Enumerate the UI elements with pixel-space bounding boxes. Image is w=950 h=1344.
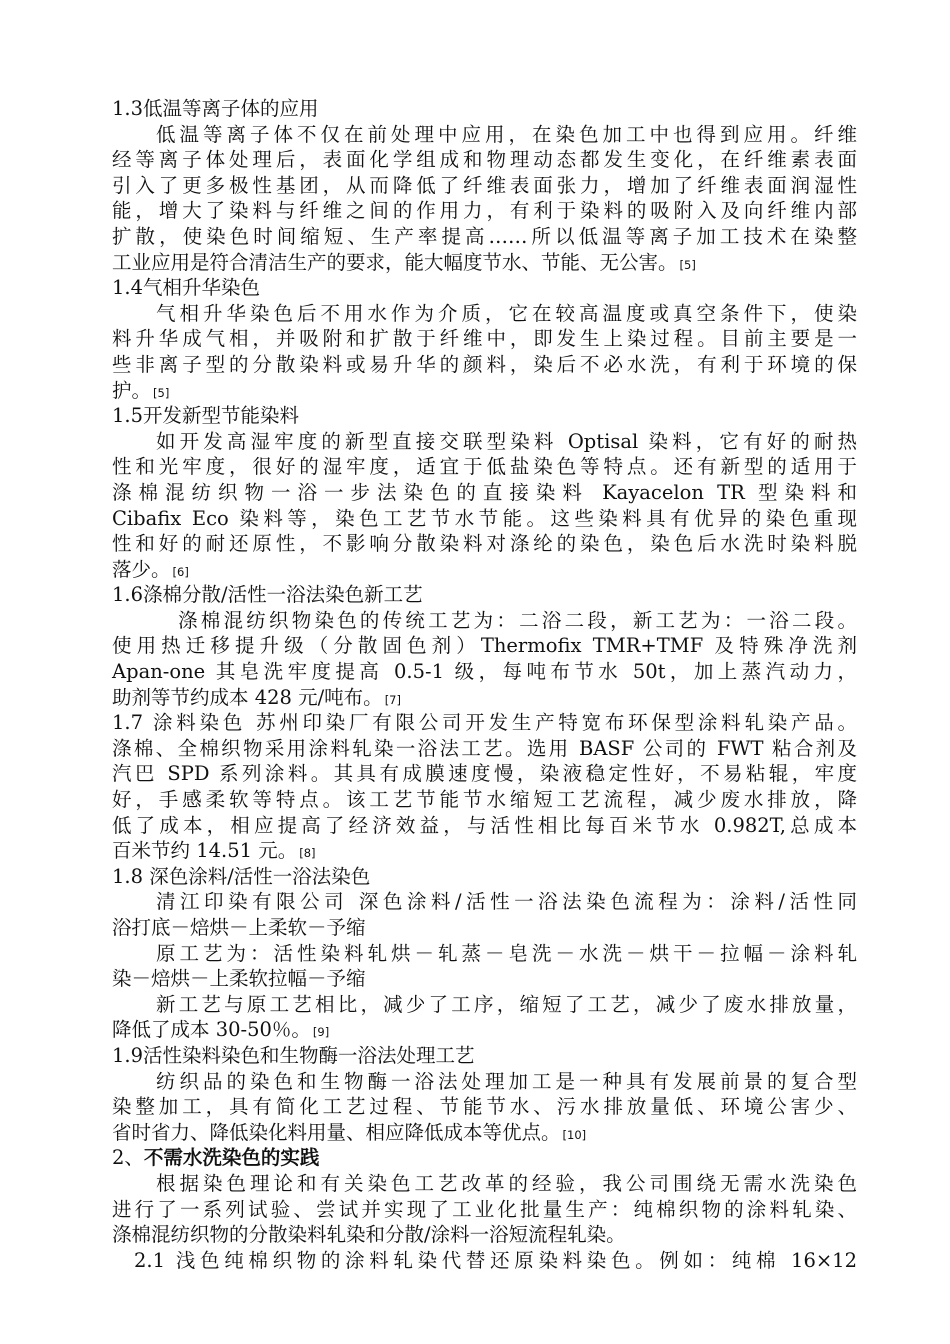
section-heading-1-8: 1.8 深色涂料/活性一浴法染色	[112, 864, 371, 888]
citation-ref: [6]	[172, 564, 189, 579]
paragraph-line: 使用热迁移提升级（分散固色剂）Thermofix TMR+TMF 及特殊净洗剂	[112, 634, 857, 658]
paragraph-line: 料升华成气相，并吸附和扩散于纤维中，即发生上染过程。目前主要是一	[112, 327, 857, 351]
section-heading-1-9: 1.9活性染料染色和生物酶一浴法处理工艺	[112, 1043, 475, 1067]
paragraph-line: 2.1 浅色纯棉织物的涂料轧染代替还原染料染色。例如：纯棉 16×12	[134, 1248, 857, 1272]
heading-text: 不需水洗染色的实践	[143, 1146, 320, 1170]
paragraph-line: 如开发高湿牢度的新型直接交联型染料 Optisal 染料，它有好的耐热	[156, 429, 857, 453]
paragraph-line: 些非离子型的分散染料或易升华的颜料，染后不必水洗，有利于环境的保	[112, 352, 857, 376]
paragraph-line: 性和好的耐还原性，不影响分散染料对涤纶的染色，染色后水洗时染料脱	[112, 532, 857, 556]
citation-ref: [9]	[312, 1025, 330, 1040]
paragraph-line: 纺织品的染色和生物酶一浴法处理加工是一种具有发展前景的复合型	[156, 1069, 857, 1093]
paragraph-line-last	[112, 838, 857, 864]
paragraph-line: 浴打底－焙烘－上柔软－予缩	[112, 916, 366, 939]
paragraph-line: 涤棉混纺织物的分散染料轧染和分散/涂料一浴短流程轧染。	[112, 1223, 626, 1247]
paragraph-line-last	[112, 557, 857, 583]
paragraph-line-last	[112, 250, 857, 276]
section-heading-1-5: 1.5开发新型节能染料	[112, 404, 300, 428]
paragraph-line: 扩散，使染色时间缩短、生产率提高……所以低温等离子加工技术在染整	[112, 224, 857, 248]
citation-ref: [5]	[679, 257, 696, 272]
paragraph-text: 落少。	[112, 557, 171, 581]
citation-ref: [10]	[562, 1127, 587, 1142]
paragraph-line: 新工艺与原工艺相比，减少了工序，缩短了工艺，减少了废水排放量，	[156, 992, 857, 1016]
paragraph-line: 涤棉、全棉织物采用涂料轧染一浴法工艺。选用 BASF 公司的 FWT 粘合剂及	[112, 736, 857, 760]
paragraph-line: 引入了更多极性基团，从而降低了纤维表面张力，增加了纤维表面润湿性	[112, 173, 857, 197]
paragraph-line-last	[112, 1017, 857, 1043]
paragraph-text: 降低了成本 30-50％。	[112, 1018, 311, 1042]
paragraph-line: 性和光牢度，很好的湿牢度，适宜于低盐染色等特点。还有新型的适用于	[112, 455, 857, 479]
citation-ref: [5]	[153, 385, 170, 400]
section-heading-1-6: 1.6涤棉分散/活性一浴法染色新工艺	[112, 583, 423, 607]
paragraph-line: 汽巴 SPD 系列涂料。其具有成膜速度慢，染液稳定性好，不易粘辊，牢度	[112, 762, 857, 786]
paragraph-text: 工业应用是符合清洁生产的要求，能大幅度节水、节能、无公害。	[112, 250, 678, 274]
paragraph-line: 好，手感柔软等特点。该工艺节能节水缩短工艺流程，减少废水排放，降	[112, 788, 857, 812]
document-body	[112, 96, 857, 1273]
paragraph-text: 助剂等节约成本 428 元/吨布。	[112, 685, 383, 709]
paragraph-line: 经等离子体处理后，表面化学组成和物理动态都发生变化，在纤维素表面	[112, 148, 857, 172]
paragraph-line: 低了成本，相应提高了经济效益，与活性相比每百米节水 0.982T,总成本	[112, 813, 857, 837]
citation-ref: [7]	[384, 692, 401, 707]
paragraph-line-last	[112, 378, 857, 404]
paragraph-text: 百米节约 14.51 元。	[112, 839, 298, 863]
paragraph-line: 能，增大了染料与纤维之间的作用力，有利于染料的吸附入及向纤维内部	[112, 199, 857, 223]
paragraph-line-last	[112, 685, 857, 711]
paragraph-text: 护。	[112, 378, 152, 402]
paragraph-line: 染－焙烘－上柔软拉幅－予缩	[112, 967, 366, 991]
paragraph-line: 低温等离子体不仅在前处理中应用，在染色加工中也得到应用。纤维	[156, 122, 857, 146]
heading-number: 2、	[112, 1146, 144, 1170]
paragraph-line: 涤棉混纺织物染色的传统工艺为：二浴二段，新工艺为：一浴二段。	[178, 608, 857, 632]
section-heading-1-3: 1.3低温等离子体的应用	[112, 97, 319, 120]
paragraph-line: 原工艺为：活性染料轧烘－轧蒸－皂洗－水洗－烘干－拉幅－涂料轧	[156, 941, 857, 965]
paragraph-line-last	[112, 1120, 857, 1146]
paragraph-line: Cibafix Eco 染料等，染色工艺节水节能。这些染料具有优异的染色重现	[112, 506, 857, 530]
paragraph-line: 气相升华染色后不用水作为介质，它在较高温度或真空条件下，使染	[156, 301, 857, 325]
paragraph-text: 省时省力、降低染化料用量、相应降低成本等优点。	[112, 1120, 561, 1144]
paragraph-line: 涤棉混纺织物一浴一步法染色的直接染料 Kayacelon TR 型染料和	[112, 480, 857, 504]
paragraph-line: 根据染色理论和有关染色工艺改革的经验，我公司围绕无需水洗染色	[156, 1171, 857, 1195]
paragraph-line: 清江印染有限公司 深色涂料/活性一浴法染色流程为：涂料/活性同	[156, 890, 857, 914]
section-heading-2	[112, 1145, 857, 1171]
citation-ref: [8]	[299, 846, 316, 861]
paragraph-line: 1.7 涂料染色 苏州印染厂有限公司开发生产特宽布环保型涂料轧染产品。	[112, 711, 857, 735]
paragraph-line: 进行了一系列试验、尝试并实现了工业化批量生产：纯棉织物的涂料轧染、	[112, 1197, 857, 1221]
paragraph-line: Apan-one 其皂洗牢度提高 0.5-1 级，每吨布节水 50t，加上蒸汽动力，	[112, 660, 857, 684]
paragraph-line: 染整加工，具有简化工艺过程、节能节水、污水排放量低、环境公害少、	[112, 1095, 857, 1119]
section-heading-1-4: 1.4气相升华染色	[112, 276, 261, 300]
